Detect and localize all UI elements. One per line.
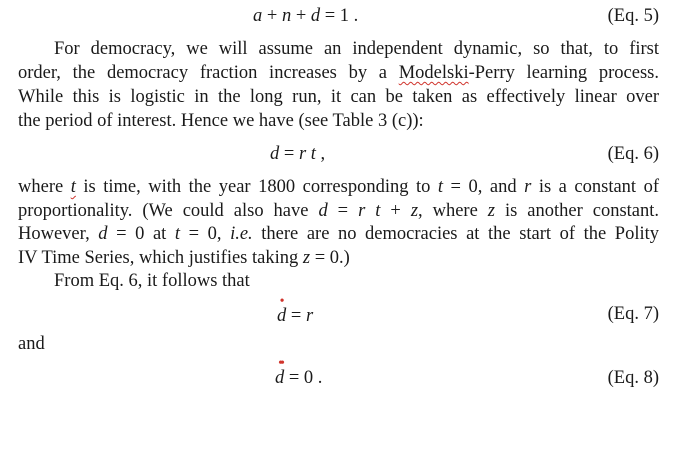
equals-sign: =: [327, 201, 359, 221]
paragraph-line: [18, 61, 659, 85]
equation-6-body: [270, 142, 325, 166]
paragraph-line: [18, 175, 659, 199]
paragraph-line: [18, 246, 659, 270]
dot-accent: •: [279, 294, 285, 309]
equals-sign: =: [286, 306, 306, 326]
text-run: -Perry learning process.: [468, 63, 659, 83]
connector-word-and: and: [18, 334, 45, 354]
text-run: = 0, and: [443, 177, 525, 197]
paragraph-line: [18, 222, 659, 246]
text-run: = 0.): [310, 248, 350, 268]
equation-5-label: (Eq. 5): [607, 6, 659, 26]
var-d: d: [318, 201, 328, 221]
plus-sign: +: [291, 6, 311, 26]
var-a: a: [253, 6, 263, 26]
var-t: t: [70, 177, 76, 197]
paragraph-line: While this is logistic in the long run, it can be taken as effectively linear over: [18, 87, 659, 107]
var-d: d: [98, 224, 108, 244]
equation-rhs: = 1 .: [320, 6, 359, 26]
var-z: z: [487, 201, 495, 221]
equation-7-body: [277, 294, 314, 328]
var-d: d: [277, 306, 287, 326]
var-z: z: [410, 201, 419, 221]
equation-7-label: (Eq. 7): [607, 304, 659, 324]
equation-tail: ,: [315, 144, 326, 164]
text-run: order, the democracy fraction increases by a: [18, 63, 399, 83]
text-run: = 0 at: [107, 224, 175, 244]
var-d: d: [270, 144, 280, 164]
var-t: t: [174, 224, 181, 244]
text-run: = 0,: [180, 224, 231, 244]
var-t: t: [310, 144, 316, 164]
space: [365, 201, 375, 221]
text-run: is another constant.: [495, 201, 660, 221]
equation-8-label: (Eq. 8): [607, 368, 659, 388]
text-run: However,: [18, 224, 99, 244]
equation-8-body: [275, 356, 323, 390]
var-z: z: [302, 248, 311, 268]
paragraph-follows: From Eq. 6, it follows that: [54, 271, 250, 291]
equation-6-label: (Eq. 6): [607, 144, 659, 164]
var-n: n: [281, 6, 292, 26]
spellcheck-flagged-word[interactable]: Modelski: [398, 63, 469, 83]
var-t: t: [375, 201, 381, 221]
var-r: r: [524, 177, 532, 197]
var-d: d: [275, 368, 285, 388]
paragraph-line: For democracy, we will assume an independent dynamic, so that, to first: [54, 39, 659, 59]
d-dot-symbol: [277, 294, 287, 328]
text-run: where: [18, 177, 71, 197]
equation-5-body: [253, 4, 358, 28]
text-run: is a constant of: [531, 177, 659, 197]
equals-sign: =: [279, 144, 299, 164]
text-run: proportionality. (We could also have: [18, 201, 319, 221]
text-run: there are no democracies at the start of the Polity: [252, 224, 660, 244]
paragraph-line: the period of interest. Hence we have (see Table 3 (c)):: [18, 111, 424, 131]
var-r: r: [358, 201, 366, 221]
d-double-dot-symbol: [275, 356, 285, 390]
text-run: IV Time Series, which justifies taking: [18, 248, 303, 268]
text-run: is time, with the year 1800 corresponding to: [75, 177, 438, 197]
double-dot-accent: ••: [278, 356, 282, 371]
var-r: r: [305, 306, 314, 326]
equation-rhs: = 0 .: [284, 368, 323, 388]
var-r: r: [298, 144, 307, 164]
plus-sign: +: [262, 6, 282, 26]
var-d: d: [310, 6, 321, 26]
abbreviation-ie: i.e.: [230, 224, 253, 244]
text-run: , where: [418, 201, 488, 221]
plus-sign: +: [380, 201, 411, 221]
var-t: t: [437, 177, 444, 197]
paragraph-line: [18, 199, 659, 223]
